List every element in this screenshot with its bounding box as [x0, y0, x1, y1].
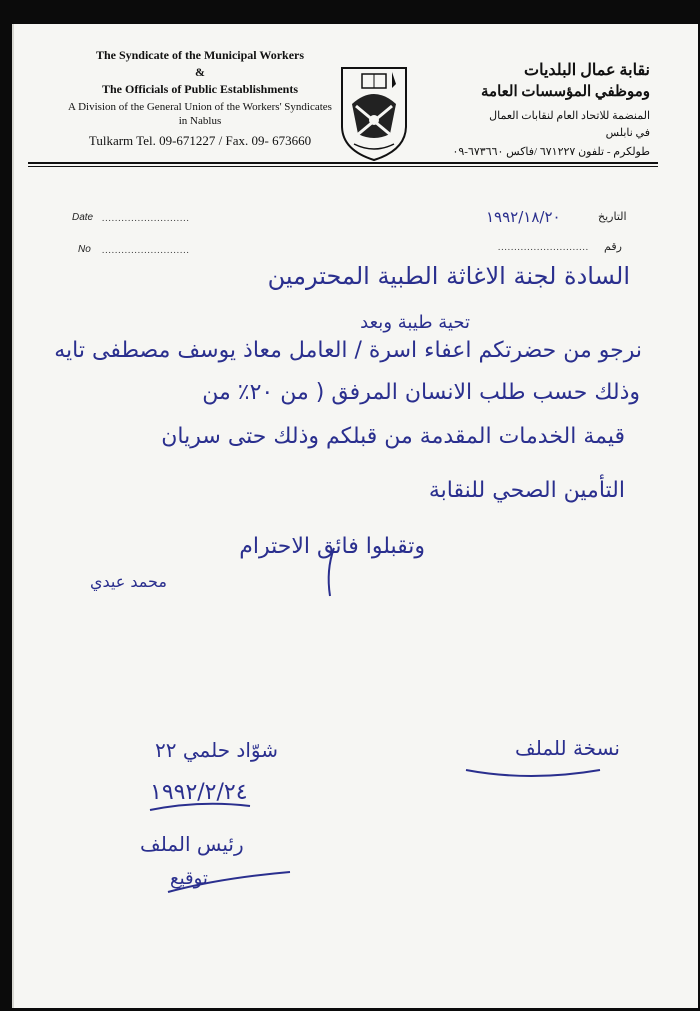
- handwritten-body-line3: قيمة الخدمات المقدمة من قبلكم وذلك حتى سريان: [161, 424, 625, 449]
- note-underline: [150, 804, 250, 810]
- closing-flourish: [329, 548, 334, 596]
- handwritten-body-line4: التأمين الصحي للنقابة: [428, 478, 625, 503]
- org-name-line2: The Officials of Public Establishments: [101, 82, 298, 96]
- org-contact: Tulkarm Tel. 09-671227 / Fax. 09- 673660: [88, 133, 312, 148]
- copy-note-underline: [466, 770, 600, 776]
- ar-no-dots: ............................: [498, 242, 589, 252]
- handwritten-body-line1: نرجو من حضرتكم اعفاء اسرة / العامل معاذ يوسف مصطفى تايه: [54, 338, 642, 363]
- org-name-ampersand: &: [195, 65, 205, 79]
- handwritten-note-date: ١٩٩٢/٢/٢٤: [150, 780, 248, 805]
- signature-stroke: [168, 872, 290, 892]
- handwritten-note-line3: رئيس الملف: [140, 832, 244, 856]
- no-dots: ...........................: [102, 245, 190, 255]
- ar-no-label: رقم: [604, 240, 622, 253]
- handwritten-date: ١٩٩٢/١٨/٢٠: [486, 208, 561, 226]
- org-name-line1: The Syndicate of the Municipal Workers: [95, 48, 305, 62]
- org-name-ar-line2: وموظفي المؤسسات العامة: [481, 84, 650, 100]
- no-label: No: [78, 244, 91, 255]
- handwritten-body-line2: وذلك حسب طلب الانسان المرفق ( من ٢٠٪ من: [202, 380, 640, 405]
- date-label: Date: [72, 212, 94, 223]
- ar-date-label: التاريخ: [598, 210, 627, 223]
- org-division: A Division of the General Union of the Workers' Syndicates: [68, 101, 332, 113]
- handwritten-greeting: تحية طيبة وبعد: [360, 312, 470, 333]
- org-division-ar: المنضمة للاتحاد العام لنقابات العمال: [489, 110, 650, 122]
- org-location-ar: في نابلس: [605, 127, 650, 139]
- handwritten-note-line1: شوّاد حلمي ٢٢: [155, 738, 278, 762]
- org-contact-ar: طولكرم - تلفون ٦٧١٢٢٧ /فاكس ٦٧٣٦٦٠-٠٩: [452, 146, 650, 158]
- handwritten-signature: محمد عيدي: [90, 572, 167, 591]
- handwritten-salutation: السادة لجنة الاغاثة الطبية المحترمين: [267, 262, 630, 290]
- handwritten-closing: وتقبلوا فائق الاحترام: [239, 534, 425, 559]
- org-name-ar-line1: نقابة عمال البلديات: [524, 62, 650, 79]
- handwritten-note-line4: توقيع: [170, 868, 208, 889]
- date-dots: ...........................: [102, 213, 190, 223]
- org-location: in Nablus: [178, 115, 222, 127]
- handwritten-copy-note: نسخة للملف: [515, 736, 620, 760]
